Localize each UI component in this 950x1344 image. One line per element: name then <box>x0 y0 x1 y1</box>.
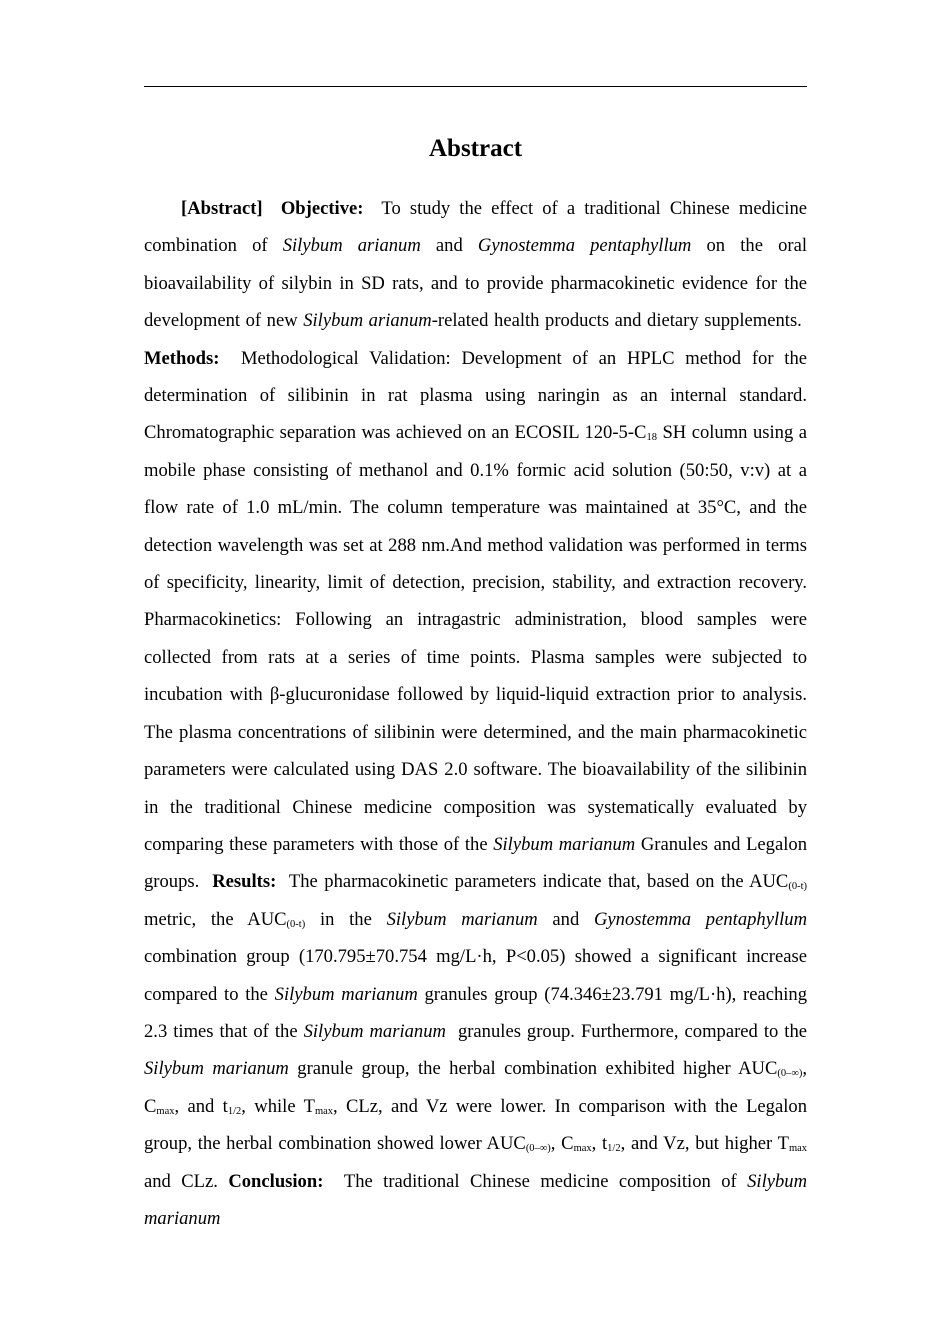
results-text: , and Vz, but higher T <box>620 1133 789 1155</box>
results-text: , C <box>144 1058 807 1117</box>
conjunction: and <box>435 235 463 257</box>
objective-text: -related health products and dietary supplements. <box>431 310 802 332</box>
subscript: (0–∞) <box>525 1143 551 1155</box>
subscript: 1/2 <box>227 1105 242 1117</box>
subscript: max <box>788 1143 808 1155</box>
results-label: Results: <box>212 871 277 893</box>
results-text: , CLz, and Vz were lower. In comparison with the Legalon group, the herbal combination showed lower AUC <box>144 1095 807 1155</box>
species-name: Silybum marianum <box>386 908 538 930</box>
results-text: in the <box>319 908 372 930</box>
conclusion-label: Conclusion: <box>228 1170 324 1192</box>
species-name: Silybum marianum <box>144 1170 808 1229</box>
objective-text: To study the effect of a traditional Chinese medicine combination of <box>144 198 807 257</box>
methods-text: SH column using a mobile phase consisting of methanol and 0.1% formic acid solution (50:50, v:v) at a flow rate of 1.0 mL/min. The column temperature was maintained at 35°C, and the detection wavelength was set at 288 nm.And method validation was performed in terms of specificity, linearity, limit of detection, precision, stability, and extraction recovery. Pharmacokinetics: Following an intragastric administration, blood samples were collected from rats at a series of time points. Plasma samples were subjected to incubation with β-glucuronidase followed by liquid-liquid extraction prior to analysis. The plasma concentrations of silibinin were determined, and the main pharmacokinetic parameters were calculated using DAS 2.0 software. The bioavailability of the silibinin in the traditional Chinese medicine composition was systematically evaluated by comparing these parameters with those of the <box>144 422 807 855</box>
species-name: Silybum marianum <box>144 1058 289 1080</box>
methods-label: Methods: <box>144 347 220 369</box>
results-text: metric, the AUC <box>144 908 287 930</box>
results-text: granule group, the herbal combination exhibited higher AUC <box>297 1058 778 1080</box>
results-text: , C <box>550 1133 574 1155</box>
page-title: Abstract <box>428 135 523 162</box>
subscript: max <box>573 1143 592 1155</box>
results-text: combination group (170.795±70.754 mg/L·h, P<0.05) showed a significant increase compared to the <box>144 946 807 1005</box>
objective-label: Objective: <box>280 198 364 219</box>
results-text: , while T <box>241 1095 315 1117</box>
objective-text: on the oral bioavailability of silybin in SD rats, and to provide pharmacokinetic evidence for the development of new <box>144 235 807 332</box>
results-text: and CLz. <box>144 1170 218 1192</box>
results-text: The pharmacokinetic parameters indicate that, based on the AUC <box>288 871 789 893</box>
abstract-tag: [Abstract] <box>181 198 263 219</box>
species-name: Silybum marianum <box>493 833 636 855</box>
species-name: Gynostemma pentaphyllum <box>594 908 808 930</box>
results-text: granules group. Furthermore, compared to the <box>457 1020 807 1042</box>
subscript: (0-t) <box>286 918 306 930</box>
subscript: 18 <box>646 432 657 444</box>
subscript: (0–∞) <box>777 1068 803 1080</box>
abstract-paragraph <box>144 190 807 1237</box>
results-text: , t <box>591 1133 608 1155</box>
conjunction: and <box>552 908 580 930</box>
species-name: Silybum arianum <box>303 310 432 332</box>
species-name: Silybum arianum <box>282 235 421 257</box>
subscript: max <box>156 1105 175 1117</box>
methods-text: Methodological Validation: Development of an HPLC method for the determination of silibinin in rat plasma using naringin as an internal standard. Chromatographic separation was achieved on an ECOSIL 120-5-C <box>144 347 807 444</box>
subscript: max <box>314 1105 334 1117</box>
conclusion-text: The traditional Chinese medicine composition of <box>343 1170 737 1192</box>
species-name: Silybum marianum <box>274 983 418 1005</box>
results-text: granules group (74.346±23.791 mg/L·h), reaching 2.3 times that of the <box>144 983 808 1042</box>
species-name: Gynostemma pentaphyllum <box>477 235 692 257</box>
results-text: , and t <box>174 1095 228 1117</box>
methods-text: Granules and Legalon groups. <box>144 833 807 893</box>
species-name: Silybum marianum <box>303 1020 446 1042</box>
subscript: 1/2 <box>607 1143 621 1155</box>
subscript: (0-t) <box>788 881 807 893</box>
header-rule <box>144 86 807 87</box>
